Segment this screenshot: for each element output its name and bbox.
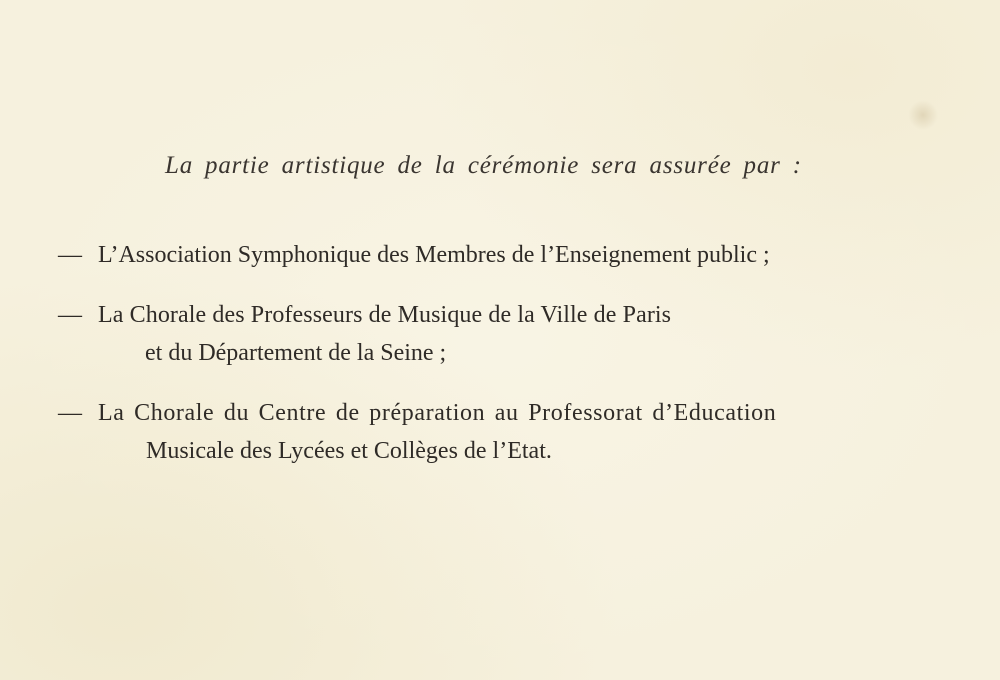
- heading: La partie artistique de la cérémonie sera assurée par :: [165, 152, 802, 179]
- list-item-text: [98, 296, 938, 372]
- list-item-line-continued: Musicale des Lycées et Collèges de l’Etat.: [146, 438, 552, 464]
- list-item-line: La Chorale du Centre de préparation au Professorat d’Education: [98, 400, 777, 426]
- list-item-line-continued: et du Département de la Seine ;: [145, 340, 447, 366]
- paper-stain: [908, 100, 938, 130]
- list-item: [58, 394, 938, 470]
- list-item: [58, 296, 938, 372]
- list-dash: —: [58, 302, 82, 328]
- list-item-text: [98, 236, 938, 274]
- list-item: [58, 236, 938, 274]
- list-item-line: L’Association Symphonique des Membres de l’Enseignement public ;: [98, 242, 770, 268]
- list-dash: —: [58, 242, 82, 268]
- list-dash: —: [58, 400, 82, 426]
- performer-list: [58, 236, 938, 492]
- list-item-line: La Chorale des Professeurs de Musique de la Ville de Paris: [98, 302, 672, 328]
- list-item-text: [98, 394, 938, 470]
